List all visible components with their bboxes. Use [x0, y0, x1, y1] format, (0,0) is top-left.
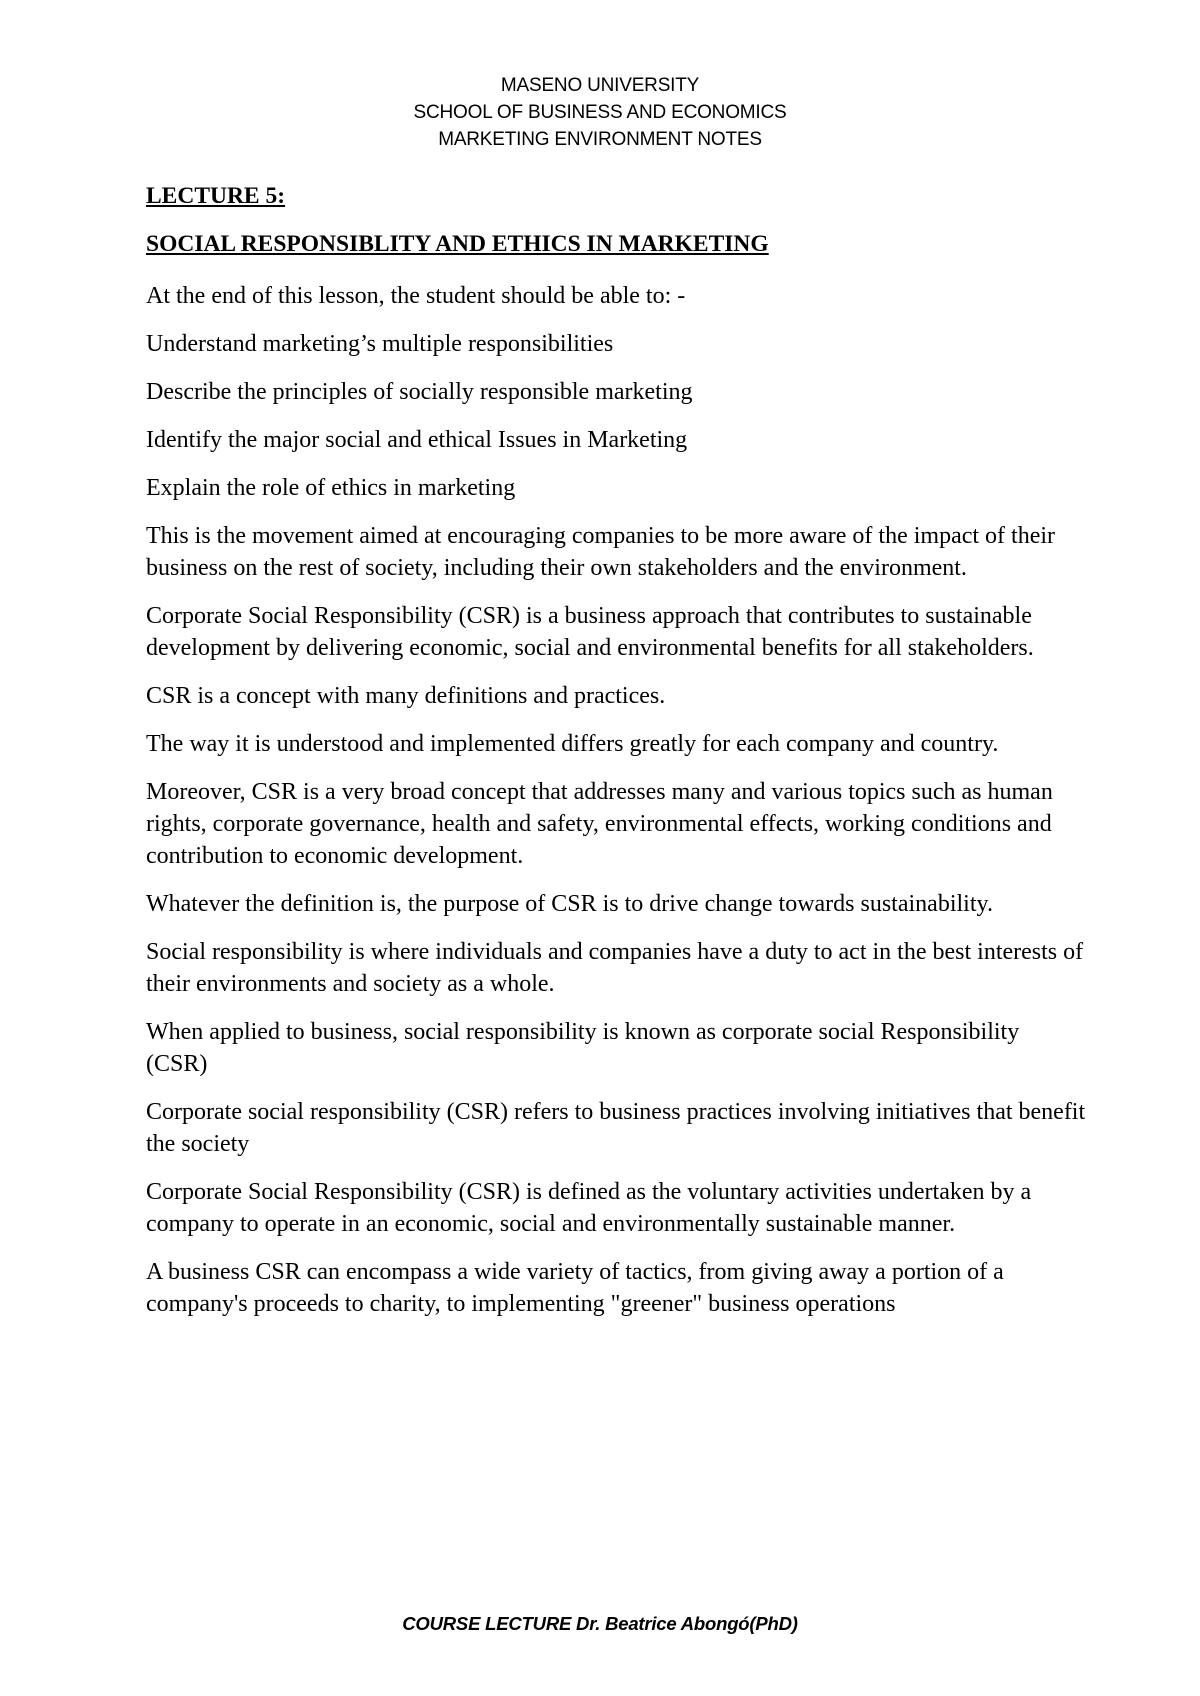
document-header [0, 72, 1200, 153]
page-footer: COURSE LECTURE Dr. Beatrice Abongó(PhD) [402, 1613, 798, 1634]
paragraph: A business CSR can encompass a wide variety of tactics, from giving away a portion of a company's proceeds to charity, to implementing "greener" business operations [146, 1259, 1004, 1317]
paragraph: CSR is a concept with many definitions and practices. [146, 683, 666, 709]
lecture-title: SOCIAL RESPONSIBLITY AND ETHICS IN MARKETING [146, 231, 769, 257]
paragraph: The way it is understood and implemented differs greatly for each company and country. [146, 731, 999, 757]
paragraph: Describe the principles of socially responsible marketing [146, 379, 693, 405]
paragraph: Corporate Social Responsibility (CSR) is defined as the voluntary activities undertaken by a company to operate in an economic, social and environmentally sustainable manner. [146, 1179, 1032, 1237]
lecture-label: LECTURE 5: [146, 183, 286, 209]
paragraph: Whatever the definition is, the purpose of CSR is to drive change towards sustainability. [146, 891, 993, 917]
university-name: MASENO UNIVERSITY [500, 75, 700, 96]
paragraph: This is the movement aimed at encouraging companies to be more aware of the impact of their business on the rest of society, including their own stakeholders and the environment. [146, 523, 1056, 581]
paragraph: When applied to business, social responsibility is known as corporate social Responsibility (CSR) [146, 1019, 1020, 1077]
paragraph: Corporate Social Responsibility (CSR) is a business approach that contributes to sustainable development by delivering economic, social and environmental benefits for all stakeholders. [146, 603, 1034, 661]
paragraph: Identify the major social and ethical Issues in Marketing [146, 427, 688, 453]
document-body [146, 184, 1086, 1336]
paragraph: Explain the role of ethics in marketing [146, 475, 516, 501]
school-name: SCHOOL OF BUSINESS AND ECONOMICS [413, 102, 787, 123]
paragraph: Social responsibility is where individuals and companies have a duty to act in the best interests of their environments and society as a whole. [146, 939, 1084, 997]
paragraph: Corporate social responsibility (CSR) refers to business practices involving initiatives that benefit the society [146, 1099, 1086, 1157]
paragraph: At the end of this lesson, the student should be able to: - [146, 283, 686, 309]
paragraph: Moreover, CSR is a very broad concept that addresses many and various topics such as human rights, corporate governance, health and safety, environmental effects, working conditions and contribution to economic development. [146, 779, 1053, 869]
paragraph: Understand marketing’s multiple responsibilities [146, 331, 614, 357]
notes-title: MARKETING ENVIRONMENT NOTES [438, 129, 762, 150]
